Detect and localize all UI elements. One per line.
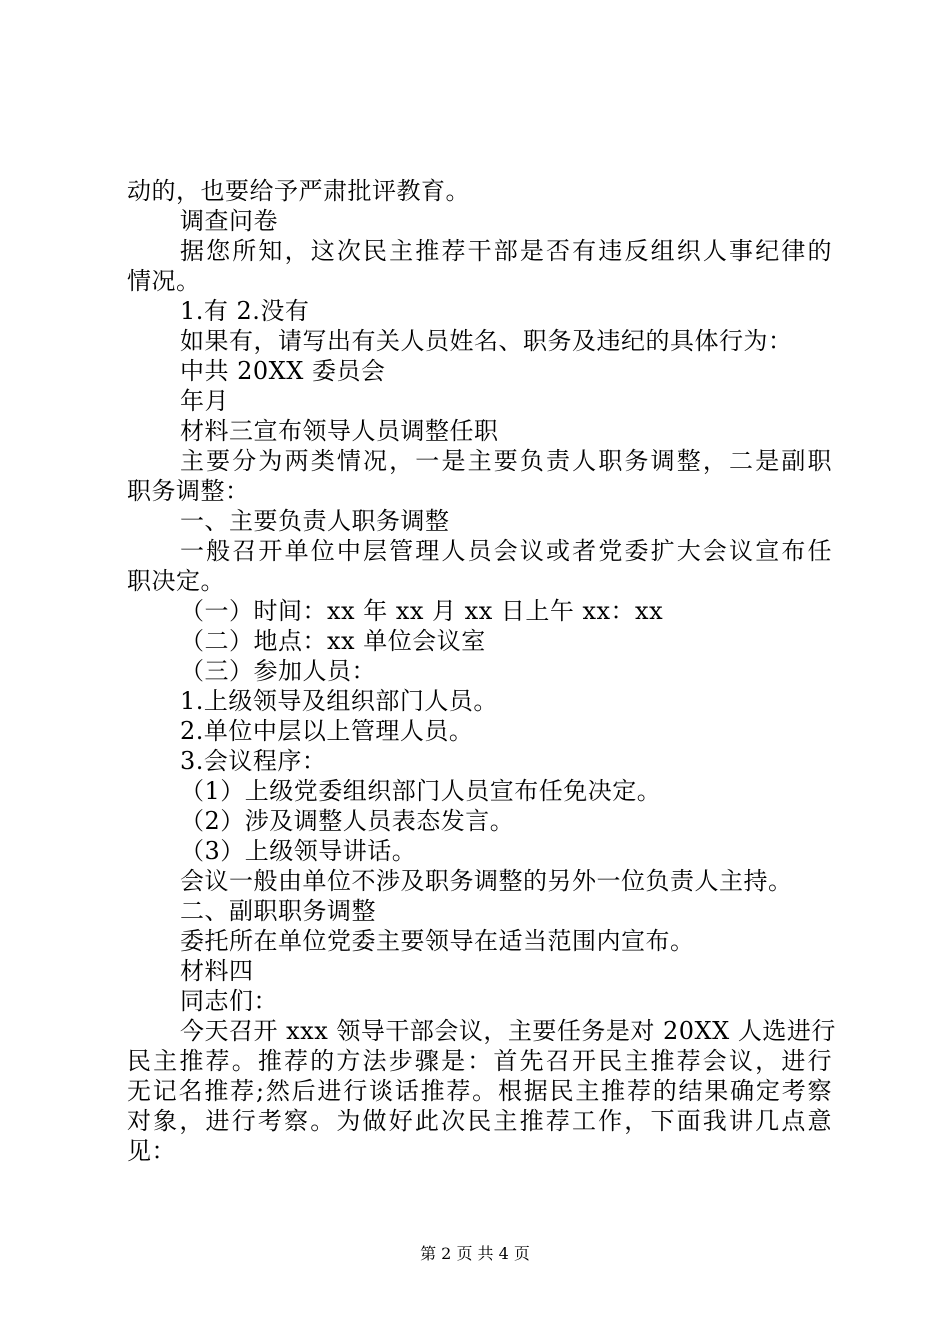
page-number-label: 第 2 页 共 4 页 [420,1244,530,1263]
body-text [127,176,836,1166]
heading-material-4: 材料四 [180,957,254,985]
paragraph-line: 职决定。 [127,567,225,595]
date-line: 年月 [180,387,229,415]
list-item: 3.会议程序： [180,747,327,775]
list-item: （1）上级党委组织部门人员宣布任免决定。 [180,777,662,805]
paragraph-line: 见： [127,1137,176,1165]
paragraph-line: 主要分为两类情况，一是主要负责人职务调整，二是副职 [180,447,832,475]
section-heading: 一、主要负责人职务调整 [180,507,450,535]
paragraph-line: 职务调整： [127,477,250,505]
list-item: （2）涉及调整人员表态发言。 [180,807,515,835]
meeting-time: （一）时间：xx 年 xx 月 xx 日上午 xx：xx [180,597,664,625]
heading-survey: 调查问卷 [180,207,278,235]
committee-signature: 中共 20XX 委员会 [180,357,386,385]
paragraph-line: 据您所知，这次民主推荐干部是否有违反组织人事纪律的 [180,237,832,265]
meeting-attendees: （三）参加人员： [180,657,376,685]
paragraph-line: 民主推荐。推荐的方法步骤是：首先召开民主推荐会议，进行 [127,1047,832,1075]
page-footer [0,1244,950,1264]
meeting-location: （二）地点：xx 单位会议室 [180,627,486,655]
paragraph-line: 今天召开 xxx 领导干部会议，主要任务是对 20XX 人选进行 [180,1017,836,1045]
paragraph-line: 委托所在单位党委主要领导在适当范围内宣布。 [180,927,695,955]
salutation: 同志们： [180,987,278,1015]
heading-material-3: 材料三宣布领导人员调整任职 [180,417,499,445]
paragraph-line: 动的，也要给予严肃批评教育。 [127,177,470,205]
list-item: 2.单位中层以上管理人员。 [180,717,474,745]
list-item: 1.上级领导及组织部门人员。 [180,687,498,715]
paragraph-line: 一般召开单位中层管理人员会议或者党委扩大会议宣布任 [180,537,832,565]
paragraph-line: 情况。 [127,267,201,295]
paragraph-line: 会议一般由单位不涉及职务调整的另外一位负责人主持。 [180,867,793,895]
survey-options: 1.有 2.没有 [180,297,310,325]
list-item: （3）上级领导讲话。 [180,837,417,865]
paragraph-line: 对象，进行考察。为做好此次民主推荐工作，下面我讲几点意 [127,1107,832,1135]
section-heading: 二、副职职务调整 [180,897,376,925]
paragraph-line: 无记名推荐;然后进行谈话推荐。根据民主推荐的结果确定考察 [127,1077,832,1105]
paragraph-line: 如果有，请写出有关人员姓名、职务及违纪的具体行为： [180,327,793,355]
